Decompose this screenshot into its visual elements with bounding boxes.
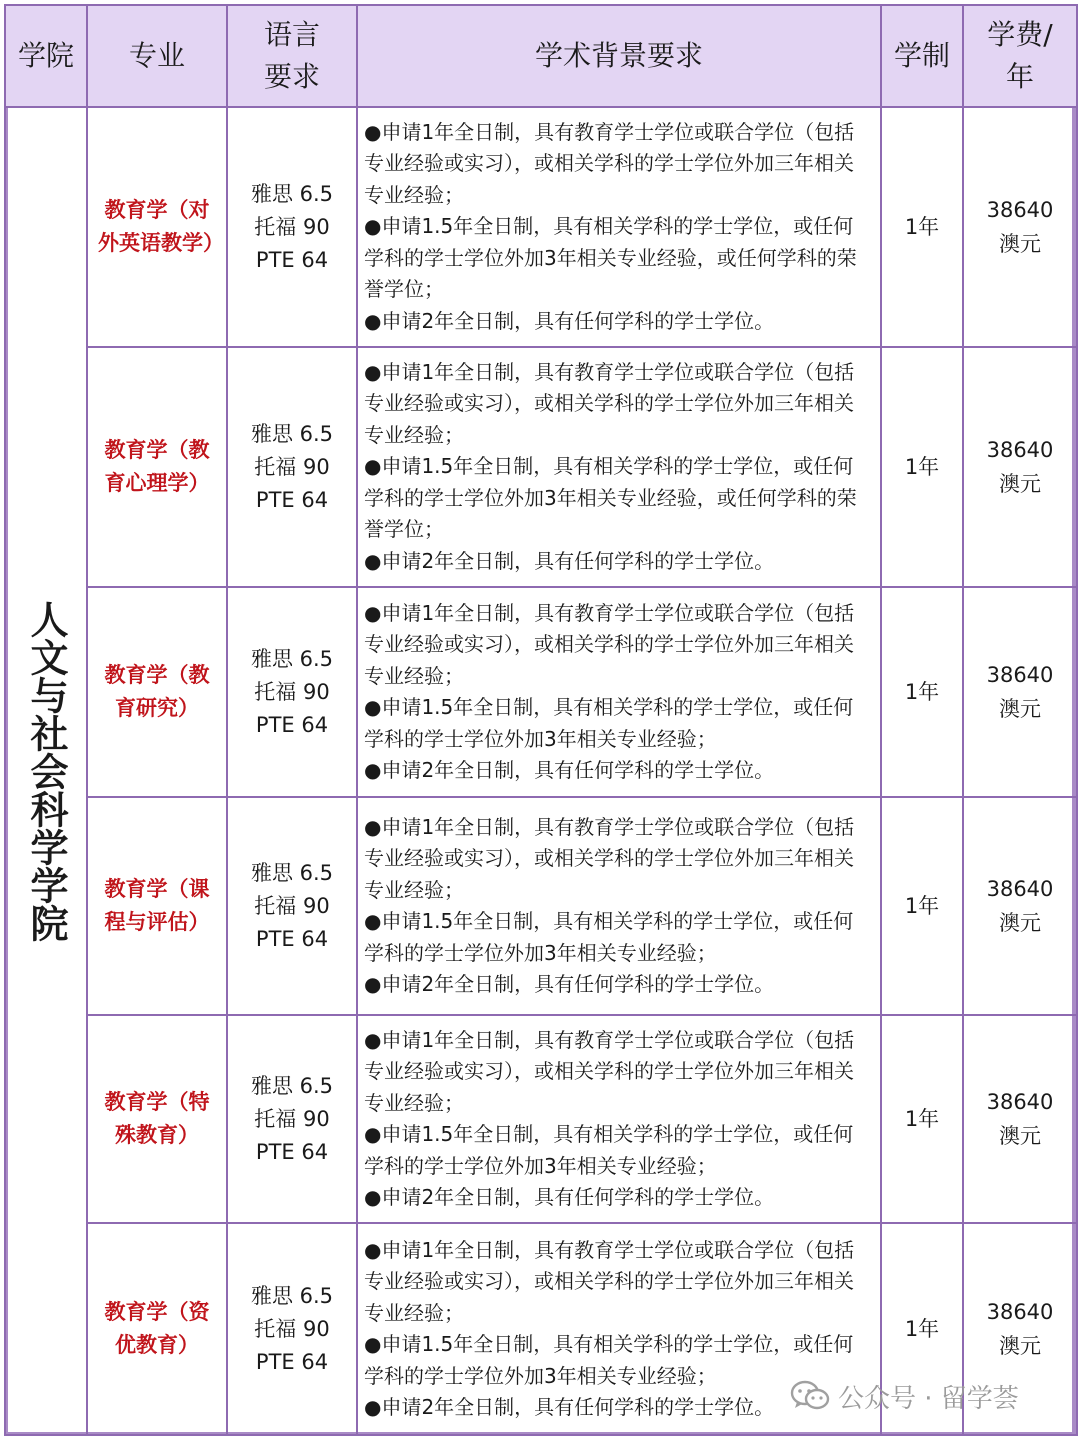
header-duration: 学制 [881, 5, 963, 107]
fee-unit: 澳元 [999, 472, 1041, 496]
ielts-score: 雅思 6.5 [250, 181, 334, 206]
header-language [227, 5, 357, 107]
fee-unit: 澳元 [999, 232, 1041, 256]
requirement-item: ●申请2年全日制，具有任何学科的学士学位。 [364, 758, 775, 782]
fee-cell [963, 797, 1077, 1015]
duration-value: 1年 [904, 455, 940, 479]
table-body [5, 107, 1077, 1435]
toefl-score: 托福 90 [254, 1316, 330, 1341]
fee-unit: 澳元 [999, 697, 1041, 721]
requirement-item: ●申请1年全日制，具有教育学士学位或联合学位（包括专业经验或实习），或相关学科的学士学位外加三年相关专业经验； [364, 359, 855, 447]
fee-amount: 38640 [986, 1090, 1054, 1114]
duration-value: 1年 [904, 1317, 940, 1341]
requirement-item: ●申请2年全日制，具有任何学科的学士学位。 [364, 308, 775, 333]
requirement-item: ●申请1年全日制，具有教育学士学位或联合学位（包括专业经验或实习），或相关学科的学士学位外加三年相关专业经验； [364, 1237, 855, 1325]
requirement-item: ●申请1年全日制，具有教育学士学位或联合学位（包括专业经验或实习），或相关学科的学士学位外加三年相关专业经验； [364, 600, 855, 688]
pte-score: PTE 64 [255, 712, 329, 737]
duration-value: 1年 [904, 215, 940, 239]
fee-cell [963, 1015, 1077, 1223]
watermark-text: 公众号 · 留学荟 [838, 1383, 1019, 1414]
requirement-item: ●申请2年全日制，具有任何学科的学士学位。 [364, 1395, 775, 1419]
pte-score: PTE 64 [255, 247, 329, 272]
fee-unit: 澳元 [999, 1334, 1041, 1358]
header-fee-line1: 学费/ [987, 18, 1053, 51]
requirements-cell [357, 1015, 881, 1223]
ielts-score: 雅思 6.5 [250, 1283, 334, 1308]
ielts-score: 雅思 6.5 [250, 1073, 334, 1098]
fee-amount: 38640 [986, 663, 1054, 687]
language-cell [227, 587, 357, 797]
table-row [5, 107, 1077, 347]
major-name: 教育学（对外英语教学） [98, 198, 224, 255]
major-cell [87, 1015, 227, 1223]
requirement-item: ●申请1.5年全日制，具有相关学科的学士学位，或任何学科的学士学位外加3年相关专业经验，或任何学科的荣誉学位； [364, 214, 857, 302]
major-cell [87, 347, 227, 587]
major-cell [87, 107, 227, 347]
duration-cell [881, 347, 963, 587]
requirements-cell [357, 797, 881, 1015]
header-language-line1: 语言 [263, 18, 320, 51]
fee-amount: 38640 [986, 1300, 1054, 1324]
duration-value: 1年 [904, 1107, 940, 1131]
fee-amount: 38640 [986, 198, 1054, 222]
header-language-line2: 要求 [263, 60, 320, 93]
requirements-cell [357, 587, 881, 797]
college-cell [5, 107, 87, 1435]
pte-score: PTE 64 [255, 487, 329, 512]
language-cell [227, 1223, 357, 1435]
duration-cell [881, 587, 963, 797]
table-row [5, 587, 1077, 797]
requirement-item: ●申请2年全日制，具有任何学科的学士学位。 [364, 1185, 775, 1209]
duration-cell [881, 797, 963, 1015]
fee-unit: 澳元 [999, 911, 1041, 935]
pte-score: PTE 64 [255, 1349, 329, 1374]
major-cell [87, 1223, 227, 1435]
ielts-score: 雅思 6.5 [250, 860, 334, 885]
major-name: 教育学（教育心理学） [104, 438, 210, 495]
major-name: 教育学（教育研究） [104, 663, 210, 720]
requirements-cell [357, 107, 881, 347]
ielts-score: 雅思 6.5 [250, 421, 334, 446]
toefl-score: 托福 90 [254, 214, 330, 239]
requirement-item: ●申请1年全日制，具有教育学士学位或联合学位（包括专业经验或实习），或相关学科的学士学位外加三年相关专业经验； [364, 814, 855, 902]
language-cell [227, 107, 357, 347]
requirement-item: ●申请1年全日制，具有教育学士学位或联合学位（包括专业经验或实习），或相关学科的学士学位外加三年相关专业经验； [364, 119, 855, 207]
table-row [5, 347, 1077, 587]
requirement-item: ●申请1.5年全日制，具有相关学科的学士学位，或任何学科的学士学位外加3年相关专业经验； [364, 909, 854, 965]
duration-value: 1年 [904, 894, 940, 918]
requirement-item: ●申请1.5年全日制，具有相关学科的学士学位，或任何学科的学士学位外加3年相关专业经验； [364, 695, 854, 751]
fee-cell [963, 587, 1077, 797]
fee-cell [963, 347, 1077, 587]
toefl-score: 托福 90 [254, 454, 330, 479]
header-academic: 学术背景要求 [357, 5, 881, 107]
requirement-item: ●申请1.5年全日制，具有相关学科的学士学位，或任何学科的学士学位外加3年相关专业经验； [364, 1122, 854, 1178]
fee-amount: 38640 [986, 438, 1054, 462]
requirement-item: ●申请2年全日制，具有任何学科的学士学位。 [364, 548, 775, 573]
pte-score: PTE 64 [255, 926, 329, 951]
header-fee [963, 5, 1077, 107]
major-name: 教育学（资优教育） [104, 1300, 210, 1357]
header-fee-line2: 年 [1005, 60, 1034, 93]
table-row [5, 1015, 1077, 1223]
duration-cell [881, 107, 963, 347]
fee-unit: 澳元 [999, 1124, 1041, 1148]
language-cell [227, 797, 357, 1015]
header-row [5, 5, 1077, 107]
college-name: 人文与社会科学学院 [24, 600, 68, 942]
toefl-score: 托福 90 [254, 1106, 330, 1131]
requirement-item: ●申请1年全日制，具有教育学士学位或联合学位（包括专业经验或实习），或相关学科的学士学位外加三年相关专业经验； [364, 1027, 855, 1115]
fee-cell [963, 107, 1077, 347]
toefl-score: 托福 90 [254, 893, 330, 918]
major-cell [87, 797, 227, 1015]
requirements-cell [357, 347, 881, 587]
language-cell [227, 347, 357, 587]
table-row [5, 797, 1077, 1015]
major-cell [87, 587, 227, 797]
requirement-item: ●申请1.5年全日制，具有相关学科的学士学位，或任何学科的学士学位外加3年相关专业经验； [364, 1332, 854, 1388]
watermark [790, 1376, 1019, 1416]
major-name: 教育学（课程与评估） [104, 877, 210, 934]
duration-value: 1年 [904, 680, 940, 704]
toefl-score: 托福 90 [254, 679, 330, 704]
language-cell [227, 1015, 357, 1223]
wechat-icon [790, 1380, 830, 1412]
duration-cell [881, 1015, 963, 1223]
pte-score: PTE 64 [255, 1139, 329, 1164]
header-college: 学院 [5, 5, 87, 107]
requirement-item: ●申请1.5年全日制，具有相关学科的学士学位，或任何学科的学士学位外加3年相关专业经验，或任何学科的荣誉学位； [364, 454, 857, 542]
ielts-score: 雅思 6.5 [250, 646, 334, 671]
major-name: 教育学（特殊教育） [104, 1090, 210, 1147]
requirement-item: ●申请2年全日制，具有任何学科的学士学位。 [364, 972, 775, 996]
header-major: 专业 [87, 5, 227, 107]
program-table [4, 4, 1078, 1436]
fee-amount: 38640 [986, 877, 1054, 901]
